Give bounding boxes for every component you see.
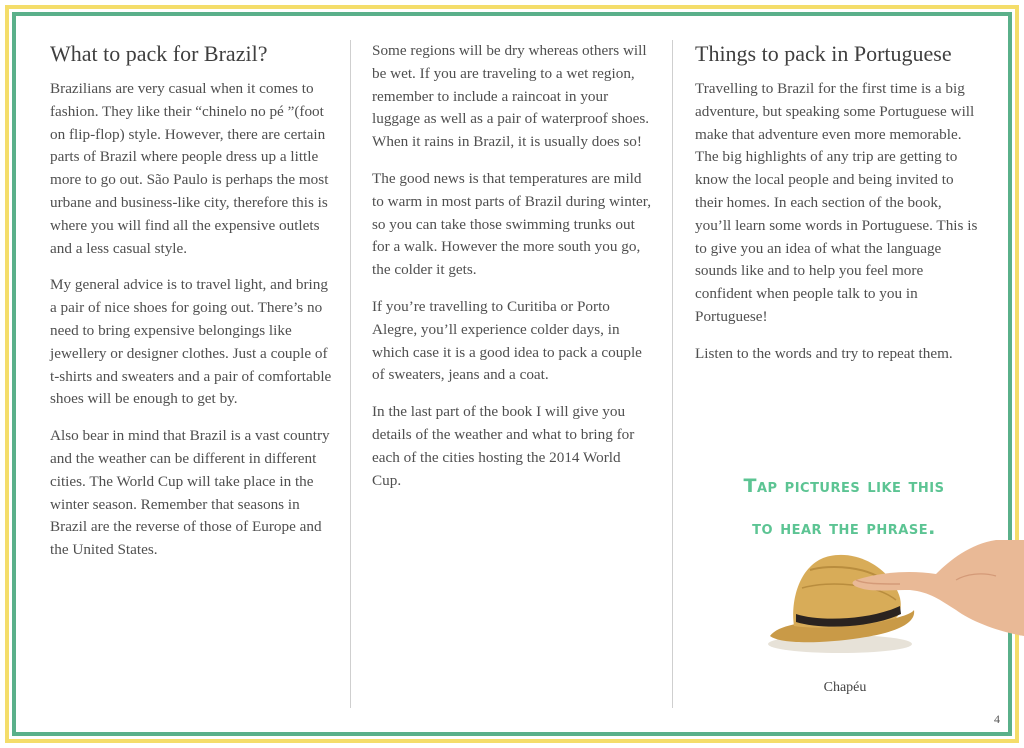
- page-number: 4: [994, 712, 1000, 726]
- paragraph: Travelling to Brazil for the first time is a big adventure, but speaking some Portuguese will make that adventure even more memorable. The big highlights of any trip are getting to know the local people and being invited to their homes. In each section of the book, you’ll learn some words in Portuguese. This is to give you an idea of what the language sounds like and to help you feel more confident when people talk to you in Portuguese!: [695, 80, 978, 325]
- section-title-portuguese: Things to pack in Portuguese: [695, 41, 952, 66]
- paragraph: Brazilians are very casual when it comes to fashion. They like their “chinelo no pé ”(foot on flip-flop) style. However, there are certain parts of Brazil where people dress up a little more to go out. São Paulo is perhaps the most urbane and business-like city, therefore this is where you will find all the expensive outlets and a less casual style.: [50, 80, 329, 257]
- tap-hint: [738, 465, 950, 549]
- paragraph: The good news is that temperatures are mild to warm in most parts of Brazil during winter, so you can take those swimming trunks out for a walk. However the more south you go, the colder it gets.: [372, 169, 652, 279]
- tap-hint-line-2: to hear the phrase.: [752, 517, 936, 539]
- column-left: [50, 40, 332, 576]
- paragraph: Some regions will be dry whereas others will be wet. If you are traveling to a wet region, remember to include a raincoat in your luggage as well as a pair of waterproof shoes. When it rains in Brazil, it is usually does so!: [372, 42, 650, 151]
- column-right: [695, 40, 980, 380]
- paragraph: My general advice is to travel light, and bring a pair of nice shoes for going out. There’s no need to bring expensive belongings like jewellery or designer clothes. Just a couple of t-shirts and sweaters and a pair of comfortable shoes will be enough to get by.: [50, 276, 332, 408]
- audio-picture-caption: Chapéu: [823, 680, 867, 695]
- column-middle: [372, 40, 652, 506]
- paragraph: In the last part of the book I will give you details of the weather and what to bring for each of the cities hosting the 2014 World Cup.: [372, 403, 635, 489]
- column-divider-1: [350, 40, 351, 708]
- tap-hint-line-1: Tap pictures like this: [743, 475, 945, 497]
- paragraph: If you’re travelling to Curitiba or Porto Alegre, you’ll experience colder days, in which case it is a good idea to pack a couple of sweaters, jeans and a coat.: [372, 297, 642, 384]
- hat-icon: [760, 540, 1024, 660]
- section-title-packing: What to pack for Brazil?: [50, 41, 268, 66]
- column-divider-2: [672, 40, 673, 708]
- paragraph: Listen to the words and try to repeat them.: [695, 344, 953, 362]
- audio-picture-button[interactable]: [760, 540, 1024, 660]
- paragraph: Also bear in mind that Brazil is a vast country and the weather can be different in different cities. The World Cup will take place in the winter season. Remember that seasons in Brazil are the reverse of those of Europe and the United States.: [50, 427, 330, 559]
